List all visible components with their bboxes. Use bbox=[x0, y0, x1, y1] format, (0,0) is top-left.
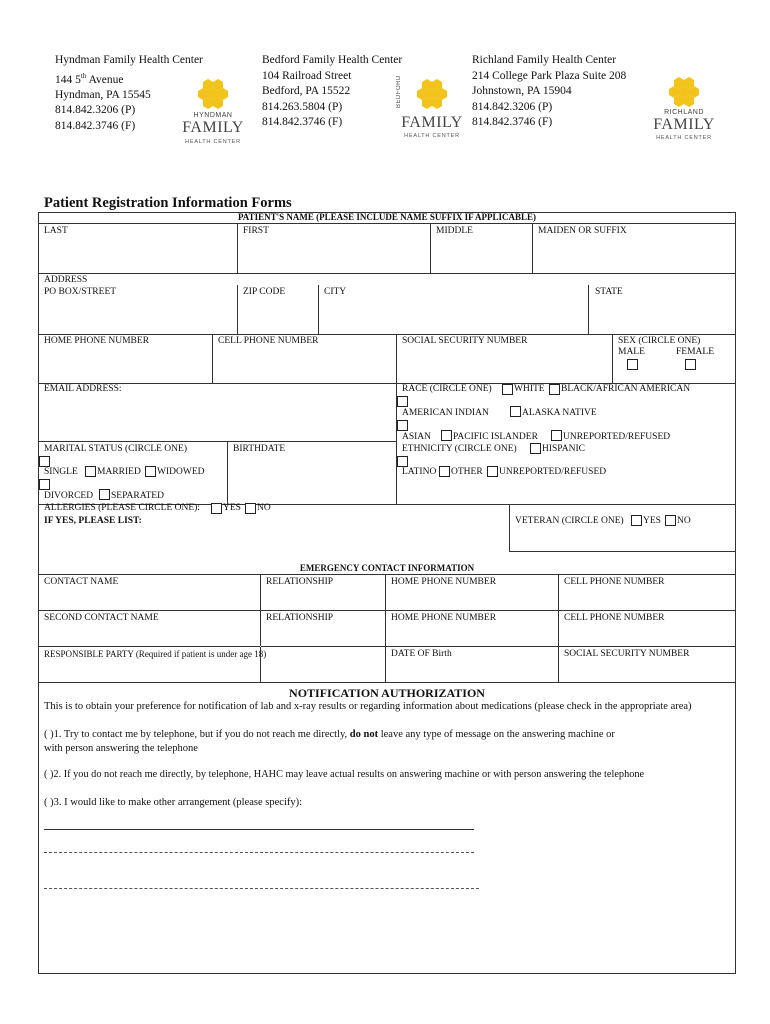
clinic-city: Hyndman, PA 15545 bbox=[55, 88, 151, 101]
logo-tag-text: HEALTH CENTER bbox=[185, 139, 241, 145]
relationship-2-field[interactable] bbox=[261, 625, 384, 645]
po-box-label: PO BOX/STREET bbox=[44, 287, 117, 297]
logo-richland bbox=[644, 76, 724, 156]
birthdate-field[interactable] bbox=[228, 456, 395, 504]
ec-cell-phone-label: CELL PHONE NUMBER bbox=[564, 577, 665, 587]
relationship-label: RELATIONSHIP bbox=[266, 577, 334, 587]
emergency-section-header: EMERGENCY CONTACT INFORMATION bbox=[299, 563, 475, 573]
divider bbox=[38, 682, 736, 683]
divider bbox=[38, 574, 736, 575]
clinic-phone: 814.263.5804 (P) bbox=[262, 100, 343, 113]
ethnicity-unreported-checkbox[interactable] bbox=[487, 466, 498, 477]
divider bbox=[396, 334, 397, 383]
first-name-label: FIRST bbox=[243, 226, 269, 236]
clinic-bedford bbox=[262, 53, 402, 131]
allergies-yes-checkbox[interactable] bbox=[211, 503, 222, 514]
page-title: Patient Registration Information Forms bbox=[44, 195, 292, 211]
asian-label: ASIAN bbox=[402, 432, 432, 442]
cell-phone-label: CELL PHONE NUMBER bbox=[218, 336, 319, 346]
widowed-label: WIDOWED bbox=[157, 467, 205, 477]
state-label: STATE bbox=[595, 287, 623, 297]
clinic-city: Bedford, PA 15522 bbox=[262, 85, 351, 97]
veteran-label: VETERAN (CIRCLE ONE) bbox=[515, 516, 624, 526]
clinic-city: Johnstown, PA 15904 bbox=[472, 85, 572, 97]
name-section-header: PATIENT'S NAME (PLEASE INCLUDE NAME SUFFIX IF APPLICABLE) bbox=[237, 212, 537, 222]
divorced-label: DIVORCED bbox=[44, 491, 94, 501]
logo-tag-text: HEALTH CENTER bbox=[656, 135, 712, 141]
form-border-right bbox=[735, 212, 736, 974]
logo-main-text: FAMILY bbox=[182, 119, 244, 136]
logo-tag-text: HEALTH CENTER bbox=[404, 133, 460, 139]
clinic-fax: 814.842.3746 (F) bbox=[55, 119, 136, 132]
married-label: MARRIED bbox=[97, 467, 141, 477]
notification-header: NOTIFICATION AUTHORIZATION bbox=[289, 686, 485, 700]
allergies-no-checkbox[interactable] bbox=[245, 503, 256, 514]
zip-code-label: ZIP CODE bbox=[243, 287, 286, 297]
other-arrangement-line-2[interactable] bbox=[44, 852, 474, 853]
latino-label: LATINO bbox=[402, 467, 437, 477]
divider bbox=[509, 551, 735, 552]
email-field[interactable] bbox=[39, 396, 395, 440]
notification-option-2[interactable]: ( )2. If you do not reach me directly, by telephone, HAHC may leave actual results on answering machine or with person answering the telephone bbox=[44, 769, 645, 780]
asian-checkbox[interactable] bbox=[397, 420, 408, 431]
street-field[interactable] bbox=[39, 298, 236, 334]
american-indian-label: AMERICAN INDIAN bbox=[402, 408, 489, 418]
state-field[interactable] bbox=[589, 298, 734, 334]
allergies-list-label: IF YES, PLEASE LIST: bbox=[44, 516, 142, 526]
logo-top-text: BEDFORD bbox=[396, 75, 402, 108]
clinic-name: Bedford Family Health Center bbox=[262, 54, 403, 66]
clinic-name: Hyndman Family Health Center bbox=[55, 54, 203, 66]
male-checkbox[interactable] bbox=[627, 359, 638, 370]
second-contact-label: SECOND CONTACT NAME bbox=[44, 613, 159, 623]
last-name-label: LAST bbox=[44, 226, 68, 236]
divider bbox=[38, 334, 736, 335]
clinic-richland bbox=[472, 53, 626, 131]
clinic-street: 144 5th Avenue bbox=[55, 71, 124, 86]
latino-checkbox[interactable] bbox=[397, 456, 408, 467]
dob-label: DATE OF Birth bbox=[391, 649, 452, 659]
logo-top-text: RICHLAND bbox=[664, 109, 704, 116]
last-name-field[interactable] bbox=[39, 236, 236, 272]
clinic-phone: 814.842.3206 (P) bbox=[472, 100, 553, 113]
rp-ssn-label: SOCIAL SECURITY NUMBER bbox=[564, 649, 690, 659]
sex-label: SEX (CIRCLE ONE) bbox=[618, 336, 701, 346]
white-label: WHITE bbox=[514, 384, 545, 394]
other-arrangement-line-3[interactable] bbox=[44, 888, 479, 889]
hispanic-checkbox[interactable] bbox=[530, 443, 541, 454]
other-ethnicity-checkbox[interactable] bbox=[439, 466, 450, 477]
allergies-yes-label: YES bbox=[223, 503, 241, 513]
widowed-checkbox[interactable] bbox=[145, 466, 156, 477]
divider bbox=[509, 504, 510, 552]
ec2-home-phone-field[interactable] bbox=[386, 625, 557, 645]
logo-hyndman bbox=[173, 78, 253, 158]
american-indian-checkbox[interactable] bbox=[397, 396, 408, 407]
black-label: BLACK/AFRICAN AMERICAN bbox=[561, 384, 691, 394]
zip-code-field[interactable] bbox=[238, 298, 317, 334]
city-field[interactable] bbox=[319, 298, 587, 334]
ec2-cell-phone-field[interactable] bbox=[559, 625, 734, 645]
single-checkbox[interactable] bbox=[39, 456, 50, 467]
birthdate-label: BIRTHDATE bbox=[233, 444, 286, 454]
divorced-checkbox[interactable] bbox=[39, 479, 50, 490]
home-phone-label: HOME PHONE NUMBER bbox=[44, 336, 150, 346]
clinic-street: 214 College Park Plaza Suite 208 bbox=[472, 69, 627, 82]
divider bbox=[38, 610, 736, 611]
contact-name-field[interactable] bbox=[39, 589, 259, 609]
hispanic-label: HISPANIC bbox=[542, 444, 585, 454]
responsible-party-label: RESPONSIBLE PARTY (Required if patient is under age 18) bbox=[44, 649, 267, 659]
notification-option-1[interactable]: ( )1. Try to contact me by telephone, but if you do not reach me directly, do not leave any type of message on the answering machine or with person answering the telephone bbox=[44, 729, 615, 754]
logo-top-text: HYNDMAN bbox=[193, 112, 233, 119]
divider bbox=[260, 646, 261, 647]
other-ethnicity-label: OTHER bbox=[451, 467, 483, 477]
maiden-suffix-field[interactable] bbox=[533, 236, 734, 272]
clinic-fax: 814.842.3746 (F) bbox=[262, 116, 343, 128]
alaska-native-label: ALASKA NATIVE bbox=[522, 408, 597, 418]
ssn-label: SOCIAL SECURITY NUMBER bbox=[402, 336, 528, 346]
clinic-phone: 814.842.3206 (P) bbox=[55, 104, 136, 117]
separated-checkbox[interactable] bbox=[99, 489, 110, 500]
rp-dob-field[interactable] bbox=[386, 661, 557, 681]
divider bbox=[38, 273, 736, 274]
logo-main-text: FAMILY bbox=[653, 116, 715, 133]
divider bbox=[612, 334, 613, 383]
first-name-field[interactable] bbox=[238, 236, 429, 272]
ec2-cell-phone-label: CELL PHONE NUMBER bbox=[564, 613, 665, 623]
race-label: RACE (CIRCLE ONE) bbox=[402, 384, 492, 394]
clinic-name: Richland Family Health Center bbox=[472, 54, 617, 66]
single-label: SINGLE bbox=[44, 467, 78, 477]
notification-option-3[interactable]: ( )3. I would like to make other arrangement (please specify): bbox=[44, 797, 303, 808]
veteran-yes-label: YES bbox=[643, 516, 661, 526]
alaska-native-checkbox[interactable] bbox=[510, 406, 521, 417]
veteran-yes-checkbox[interactable] bbox=[631, 515, 642, 526]
ethnicity-unreported-label: UNREPORTED/REFUSED bbox=[499, 467, 607, 477]
veteran-no-label: NO bbox=[677, 516, 691, 526]
black-checkbox[interactable] bbox=[549, 384, 560, 395]
allergies-no-label: NO bbox=[257, 503, 271, 513]
hexagon-logo-icon bbox=[392, 75, 472, 118]
middle-name-label: MIDDLE bbox=[436, 226, 473, 236]
maiden-suffix-label: MAIDEN OR SUFFIX bbox=[538, 226, 627, 236]
veteran-no-checkbox[interactable] bbox=[665, 515, 676, 526]
married-checkbox[interactable] bbox=[85, 466, 96, 477]
notification-intro: This is to obtain your preference for notification of lab and x-ray results or regarding information about medications (please check in the appropriate area) bbox=[44, 701, 692, 712]
email-label: EMAIL ADDRESS: bbox=[44, 384, 122, 394]
form-border-bottom bbox=[38, 973, 736, 974]
relationship-field[interactable] bbox=[261, 589, 384, 609]
marital-status-label: MARITAL STATUS (CIRCLE ONE) bbox=[44, 444, 187, 454]
female-label: FEMALE bbox=[676, 347, 714, 357]
divider bbox=[38, 646, 736, 647]
divider bbox=[38, 441, 397, 442]
rp-ssn-field[interactable] bbox=[559, 661, 734, 681]
address-label: ADDRESS bbox=[44, 275, 88, 285]
allergies-label: ALLERGIES (PLEASE CIRCLE ONE): bbox=[44, 503, 200, 513]
male-label: MALE bbox=[618, 347, 645, 357]
clinic-fax: 814.842.3746 (F) bbox=[472, 116, 553, 128]
logo-bedford bbox=[392, 74, 472, 154]
female-checkbox[interactable] bbox=[685, 359, 696, 370]
ethnicity-label: ETHNICITY (CIRCLE ONE) bbox=[402, 444, 517, 454]
ec-cell-phone-field[interactable] bbox=[559, 589, 734, 609]
white-checkbox[interactable] bbox=[502, 384, 513, 395]
divider bbox=[212, 334, 213, 383]
ec-home-phone-label: HOME PHONE NUMBER bbox=[391, 577, 497, 587]
allergies-list-field[interactable] bbox=[150, 516, 500, 550]
race-unreported-label: UNREPORTED/REFUSED bbox=[563, 432, 671, 442]
pacific-islander-label: PACIFIC ISLANDER bbox=[453, 432, 538, 442]
race-unreported-checkbox[interactable] bbox=[551, 430, 562, 441]
second-contact-field[interactable] bbox=[39, 625, 259, 645]
divider bbox=[38, 223, 736, 224]
separated-label: SEPARATED bbox=[111, 491, 164, 501]
other-arrangement-line-1[interactable] bbox=[44, 829, 474, 830]
ec2-home-phone-label: HOME PHONE NUMBER bbox=[391, 613, 497, 623]
city-label: CITY bbox=[324, 287, 347, 297]
relationship-2-label: RELATIONSHIP bbox=[266, 613, 334, 623]
contact-name-label: CONTACT NAME bbox=[44, 577, 119, 587]
clinic-street: 104 Railroad Street bbox=[262, 69, 352, 82]
pacific-islander-checkbox[interactable] bbox=[441, 430, 452, 441]
logo-main-text: FAMILY bbox=[401, 114, 463, 131]
responsible-party-field[interactable] bbox=[39, 661, 384, 681]
middle-name-field[interactable] bbox=[431, 236, 531, 272]
ec-home-phone-field[interactable] bbox=[386, 589, 557, 609]
